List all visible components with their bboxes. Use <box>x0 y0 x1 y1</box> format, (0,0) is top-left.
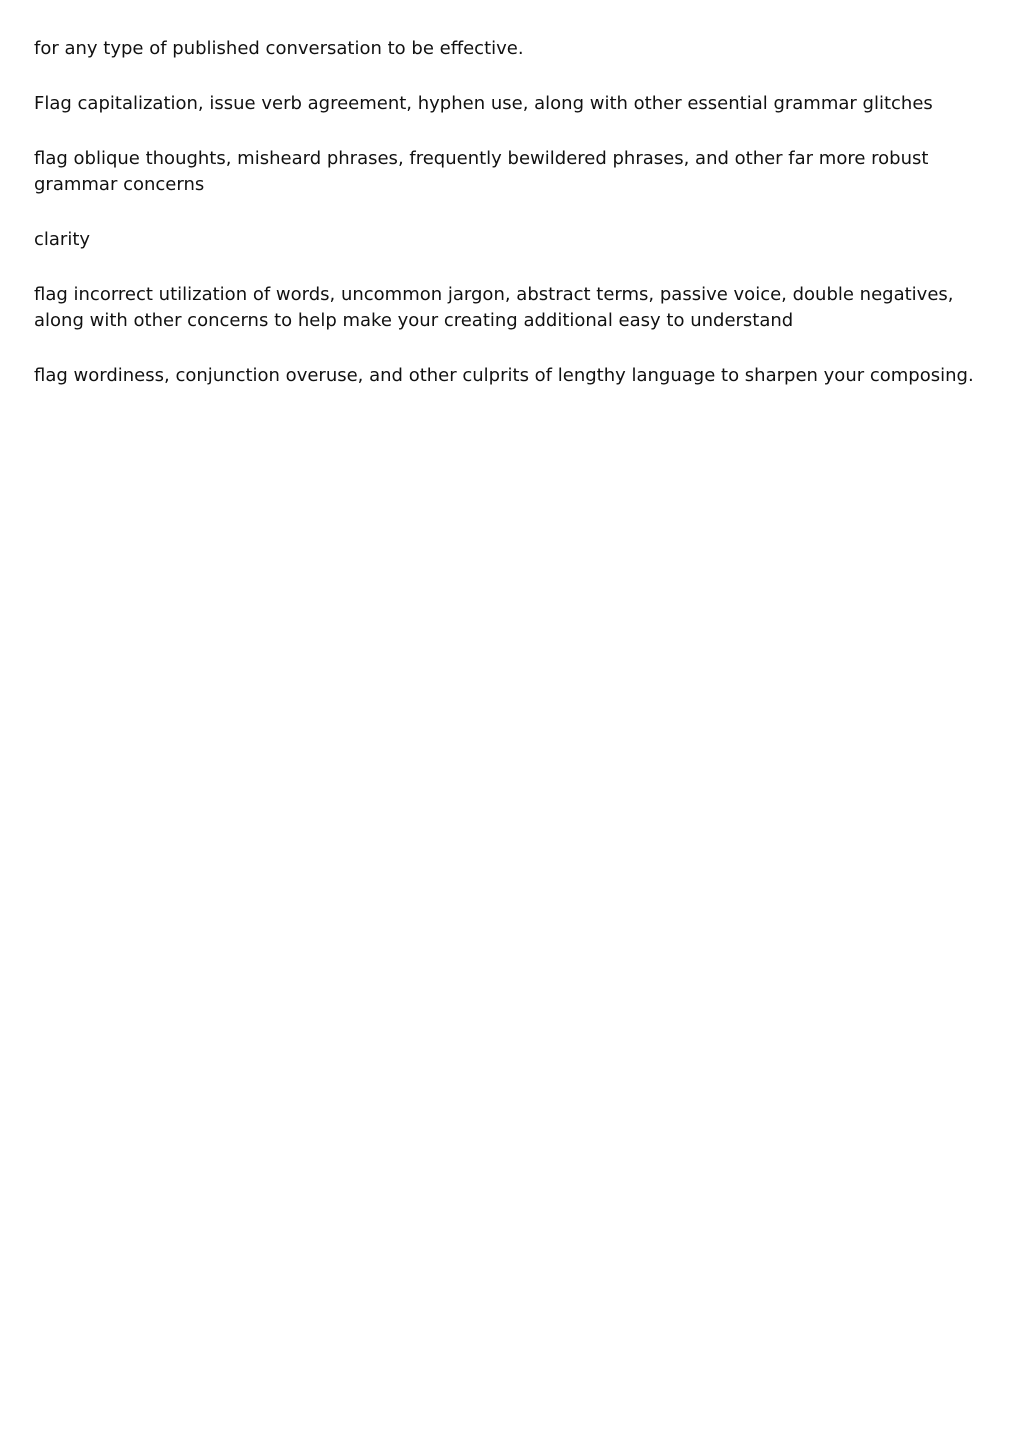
paragraph-effective-conversation: for any type of published conversation to be effective. <box>34 38 524 59</box>
paragraph-flag-wordiness: flag wordiness, conjunction overuse, and other culprits of lengthy language to sharpen your composing. <box>34 365 974 386</box>
paragraph-flag-incorrect-utilization: flag incorrect utilization of words, uncommon jargon, abstract terms, passive voice, double negatives, along with other concerns to help make your creating additional easy to understand <box>34 284 954 331</box>
paragraph-flag-oblique-thoughts: flag oblique thoughts, misheard phrases, frequently bewildered phrases, and other far more robust grammar concerns <box>34 148 929 195</box>
paragraph-clarity-heading: clarity <box>34 229 91 250</box>
paragraph-flag-capitalization: Flag capitalization, issue verb agreement, hyphen use, along with other essential grammar glitches <box>34 93 933 114</box>
